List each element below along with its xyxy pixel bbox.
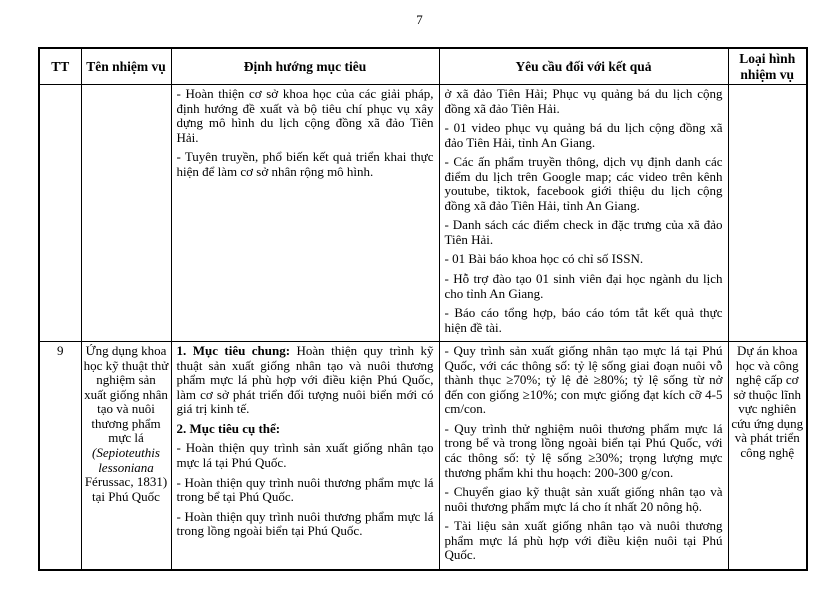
paragraph — [445, 422, 723, 480]
text-segment: - Quy trình sản xuất giống nhân tạo mực lá tại Phú Quốc, với các thông số: tỷ lệ sống giai đoạn nuôi vỗ thành thục ≥70%; tỷ lệ đẻ ≥80%; tỷ lệ sống từ nở đến con giống ≥10%; con mực giống đạt kích cỡ 4-5 cm/con. — [444, 343, 723, 417]
text-segment: 2. Mục tiêu cụ thể: — [176, 420, 281, 436]
paragraph — [445, 252, 723, 267]
text-segment: - Danh sách các điểm check in đặc trưng của xã đảo Tiên Hải. — [444, 217, 723, 247]
paragraph — [445, 272, 723, 301]
header-cell-results: Yêu cầu đối với kết quả — [439, 48, 728, 85]
text-segment: - Hoàn thiện quy trình nuôi thương phẩm mực lá trong bể tại Phú Quốc. — [176, 474, 434, 505]
paragraph — [445, 121, 723, 150]
text-segment: - Hoàn thiện quy trình sản xuất giống nhân tạo mực lá tại Phú Quốc. — [176, 440, 434, 471]
paragraph — [445, 344, 723, 417]
table-header — [39, 48, 807, 85]
paragraph — [445, 218, 723, 247]
header-cell-tt: TT — [39, 48, 81, 85]
table-cell-type — [728, 85, 807, 342]
task-table-body — [39, 85, 807, 570]
paragraph — [45, 344, 76, 359]
table-row — [39, 85, 807, 342]
header-cell-name: Tên nhiệm vụ — [81, 48, 171, 85]
paragraph — [177, 476, 434, 505]
paragraph — [177, 87, 434, 145]
text-segment: - 01 video phục vụ quảng bá du lịch cộng đồng xã đảo Tiên Hải, tỉnh An Giang. — [444, 120, 723, 150]
table-row — [39, 342, 807, 570]
text-segment: 1. Mục tiêu chung: — [176, 343, 291, 359]
paragraph — [445, 87, 723, 116]
text-segment: (Sepioteuthis lessoniana — [92, 445, 160, 475]
paragraph — [177, 422, 434, 437]
text-segment: ở xã đảo Tiên Hải; Phục vụ quảng bá du lịch cộng đồng xã đảo Tiên Hải. — [444, 86, 723, 116]
table-cell-results — [439, 85, 728, 342]
paragraph — [177, 150, 434, 179]
text-segment: Dự án khoa học và công nghệ cấp cơ sở thuộc lĩnh vực nghiên cứu ứng dụng và phát triển công nghệ — [731, 343, 804, 461]
paragraph — [84, 344, 169, 504]
table-cell-name — [81, 85, 171, 342]
paragraph — [445, 306, 723, 335]
header-cell-type: Loại hình nhiệm vụ — [728, 48, 807, 85]
paragraph — [177, 441, 434, 470]
text-segment: Férussac, 1831) tại Phú Quốc — [84, 474, 168, 504]
table-cell-objectives — [171, 342, 439, 570]
text-segment: Ứng dụng khoa học kỹ thuật thử nghiệm sản xuất giống nhân tạo và nuôi thương phẩm mực lá — [83, 343, 169, 446]
text-segment: - 01 Bài báo khoa học có chỉ số ISSN. — [444, 251, 644, 267]
text-segment: - Hoàn thiện cơ sở khoa học của các giải pháp, định hướng đề xuất và bộ tiêu chí phục vụ xây dựng mô hình du lịch cộng đồng xã đảo Tiên Hải. — [176, 86, 434, 145]
paragraph — [731, 344, 805, 460]
text-segment: - Hoàn thiện quy trình nuôi thương phẩm mực lá trong lồng ngoài biển tại Phú Quốc. — [176, 508, 434, 539]
text-segment: - Tài liệu sản xuất giống nhân tạo và nuôi thương phẩm mực lá phù hợp với điều kiện nuôi tại Phú Quốc. — [444, 518, 723, 563]
text-segment: Hoàn thiện quy trình kỹ thuật sản xuất giống nhân tạo và nuôi thương phẩm mực lá phù hợp với điều kiện Phú Quốc, làm cơ sở phát triển đối tượng nuôi biển mới có giá trị kinh tế. — [176, 343, 434, 417]
text-segment: - Chuyển giao kỹ thuật sản xuất giống nhân tạo và nuôi thương phẩm mực lá cho ít nhất 20 nông hộ. — [444, 484, 723, 514]
paragraph — [177, 344, 434, 417]
paragraph — [177, 510, 434, 539]
header-row — [39, 48, 807, 85]
table-cell-tt — [39, 85, 81, 342]
text-segment: - Quy trình thử nghiệm nuôi thương phẩm mực lá trong bể và trong lồng ngoài biển tại Phú Quốc, với các thông số: tỷ lệ sống ≥30%; trọng lượng mực thương phẩm khi thu hoạch: 200-300 g/con. — [444, 420, 723, 480]
text-segment: 9 — [57, 343, 64, 359]
text-segment: - Báo cáo tổng hợp, báo cáo tóm tắt kết quả thực hiện đề tài. — [444, 305, 723, 335]
page-number: 7 — [416, 12, 423, 27]
text-segment: - Hỗ trợ đào tạo 01 sinh viên đại học ngành du lịch cho tỉnh An Giang. — [444, 271, 723, 301]
task-table — [38, 47, 808, 571]
paragraph — [445, 519, 723, 563]
paragraph — [445, 155, 723, 213]
table-cell-type — [728, 342, 807, 570]
table-cell-tt — [39, 342, 81, 570]
table-cell-results — [439, 342, 728, 570]
text-segment: - Các ấn phẩm truyền thông, dịch vụ định danh các điểm du lịch trên Google map; các video trên kênh youtube, tiktok, facebook giới thiệu du lịch cộng đồng xã đảo Tiên Hải, tỉnh An Giang. — [444, 154, 723, 213]
table-cell-name — [81, 342, 171, 570]
text-segment: - Tuyên truyền, phổ biến kết quả triển khai thực hiện để làm cơ sở nhân rộng mô hình. — [176, 149, 434, 179]
paragraph — [445, 485, 723, 514]
header-cell-objectives: Định hướng mục tiêu — [171, 48, 439, 85]
table-cell-objectives — [171, 85, 439, 342]
